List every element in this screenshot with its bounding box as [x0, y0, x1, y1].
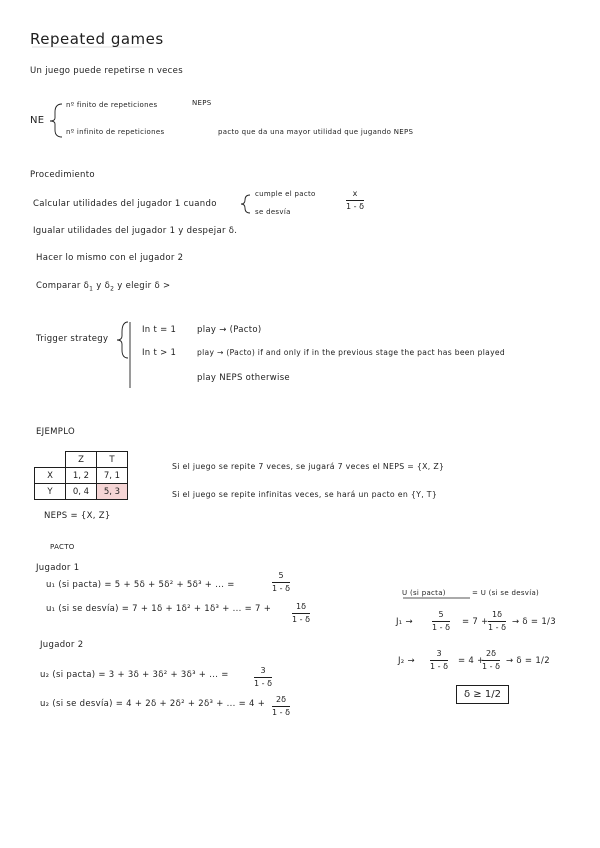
step4-part-c: y elegir δ > — [117, 281, 171, 291]
j2-resolution-right-fraction — [482, 650, 500, 671]
step4-sub-2: 2 — [110, 285, 115, 293]
fraction-bar — [272, 582, 290, 583]
j2-desvia-equation: u₂ (si se desvía) = 4 + 2δ + 2δ² + 2δ³ + ... = 4 + — [40, 699, 266, 709]
col-header-z: Z — [66, 452, 97, 468]
j1-resolution-right-fraction — [488, 611, 506, 632]
fraction-denominator: 1 - δ — [272, 708, 290, 717]
ne-label: NE — [30, 115, 45, 126]
step4-sub-1: 1 — [89, 285, 94, 293]
fraction-bar — [346, 200, 364, 201]
fraction-numerator: 5 — [438, 610, 444, 619]
step1-option-cumple: cumple el pacto — [255, 190, 316, 198]
procedimiento-step2: Igualar utilidades del jugador 1 y despejar δ. — [33, 226, 238, 236]
fraction-bar — [430, 660, 448, 661]
j2-desvia-fraction — [272, 696, 290, 717]
payoff-cell-xz: 1, 2 — [66, 468, 97, 484]
fraction-denominator: 1 - δ — [488, 623, 506, 632]
fraction-numerator: 5 — [278, 571, 284, 580]
procedimiento-step1: Calcular utilidades del jugador 1 cuando — [33, 199, 217, 209]
ne-infinite-result: pacto que da una mayor utilidad que jugando NEPS — [218, 128, 414, 136]
j1-resolution-left-fraction — [432, 611, 450, 632]
trigger-row1-action: play → (Pacto) — [197, 325, 262, 335]
ejemplo-neps: NEPS = {X, Z} — [44, 511, 111, 521]
row-header-x: X — [35, 468, 66, 484]
pacto-heading: PACTO — [50, 543, 75, 551]
utility-equality-right: = U (si se desvía) — [472, 589, 540, 597]
procedimiento-heading: Procedimiento — [30, 170, 95, 180]
jugador2-heading: Jugador 2 — [40, 640, 84, 650]
ejemplo-note-finite: Si el juego se repite 7 veces, se jugará 7 veces el NEPS = {X, Z} — [172, 462, 445, 471]
page-title: Repeated games — [30, 30, 164, 48]
j1-pacta-fraction — [272, 572, 290, 593]
payoff-row-x — [35, 468, 128, 484]
j1-desvia-fraction — [292, 603, 310, 624]
j2-pacta-fraction — [254, 667, 272, 688]
procedimiento-step4 — [36, 281, 170, 293]
payoff-cell-yz: 0, 4 — [66, 484, 97, 500]
ne-finite-result: NEPS — [192, 99, 212, 107]
payoff-cell-yt: 5, 3 — [97, 484, 128, 500]
trigger-row3-action: play NEPS otherwise — [197, 373, 290, 383]
trigger-row2-action: play → (Pacto) if and only if in the previous stage the pact has been played — [197, 348, 505, 357]
j1-pacta-equation: u₁ (si pacta) = 5 + 5δ + 5δ² + 5δ³ + ... = — [46, 580, 235, 590]
step1-fraction — [346, 190, 364, 211]
ejemplo-heading: EJEMPLO — [36, 427, 75, 437]
ne-finite-text: nº finito de repeticiones — [66, 101, 158, 109]
j1-desvia-equation: u₁ (si se desvía) = 7 + 1δ + 1δ² + 1δ³ + ... = 7 + — [46, 604, 272, 614]
fraction-numerator: 3 — [436, 649, 442, 658]
fraction-bar — [488, 621, 506, 622]
procedimiento-step3: Hacer lo mismo con el jugador 2 — [36, 253, 184, 263]
row-header-y: Y — [35, 484, 66, 500]
j1-resolution-middle: = 7 + — [462, 617, 489, 627]
fraction-denominator: 1 - δ — [272, 584, 290, 593]
utility-equality-left: U (si pacta) — [402, 589, 446, 597]
final-delta-box: δ ≥ 1/2 — [456, 685, 509, 704]
payoff-corner — [35, 452, 66, 468]
fraction-bar — [254, 677, 272, 678]
j2-pacta-equation: u₂ (si pacta) = 3 + 3δ + 3δ² + 3δ³ + ... = — [40, 670, 229, 680]
trigger-row1-cond: In t = 1 — [142, 325, 177, 335]
payoff-cell-xt: 7, 1 — [97, 468, 128, 484]
j1-resolution-result: → δ = 1/3 — [512, 617, 556, 627]
fraction-bar — [432, 621, 450, 622]
ne-infinite-text: nº infinito de repeticiones — [66, 128, 165, 136]
fraction-denominator: 1 - δ — [482, 662, 500, 671]
intro-text: Un juego puede repetirse n veces — [30, 66, 183, 76]
fraction-denominator: 1 - δ — [346, 202, 364, 211]
fraction-denominator: 1 - δ — [292, 615, 310, 624]
fraction-denominator: 1 - δ — [432, 623, 450, 632]
j1-resolution-label: J₁ → — [396, 617, 413, 627]
payoff-header-row — [35, 452, 128, 468]
fraction-bar — [272, 706, 290, 707]
fraction-numerator: 1δ — [295, 602, 306, 611]
fraction-numerator: 2δ — [275, 695, 286, 704]
step4-part-b: y δ — [96, 281, 111, 291]
payoff-row-y — [35, 484, 128, 500]
j2-resolution-left-fraction — [430, 650, 448, 671]
fraction-denominator: 1 - δ — [254, 679, 272, 688]
j2-resolution-label: J₂ → — [398, 656, 415, 666]
fraction-bar — [292, 613, 310, 614]
j2-resolution-result: → δ = 1/2 — [506, 656, 550, 666]
fraction-numerator: x — [352, 189, 358, 198]
j2-resolution-middle: = 4 + — [458, 656, 485, 666]
step4-part-a: Comparar δ — [36, 281, 90, 291]
trigger-label: Trigger strategy — [36, 334, 109, 344]
step1-option-desvia: se desvía — [255, 208, 291, 216]
jugador1-heading: Jugador 1 — [36, 563, 80, 573]
fraction-numerator: 2δ — [485, 649, 496, 658]
fraction-bar — [482, 660, 500, 661]
trigger-row2-cond: In t > 1 — [142, 348, 177, 358]
ejemplo-note-infinite: Si el juego se repite infinitas veces, se hará un pacto en {Y, T} — [172, 490, 438, 499]
fraction-numerator: 1δ — [491, 610, 502, 619]
payoff-matrix — [34, 451, 128, 500]
col-header-t: T — [97, 452, 128, 468]
fraction-denominator: 1 - δ — [430, 662, 448, 671]
fraction-numerator: 3 — [260, 666, 266, 675]
